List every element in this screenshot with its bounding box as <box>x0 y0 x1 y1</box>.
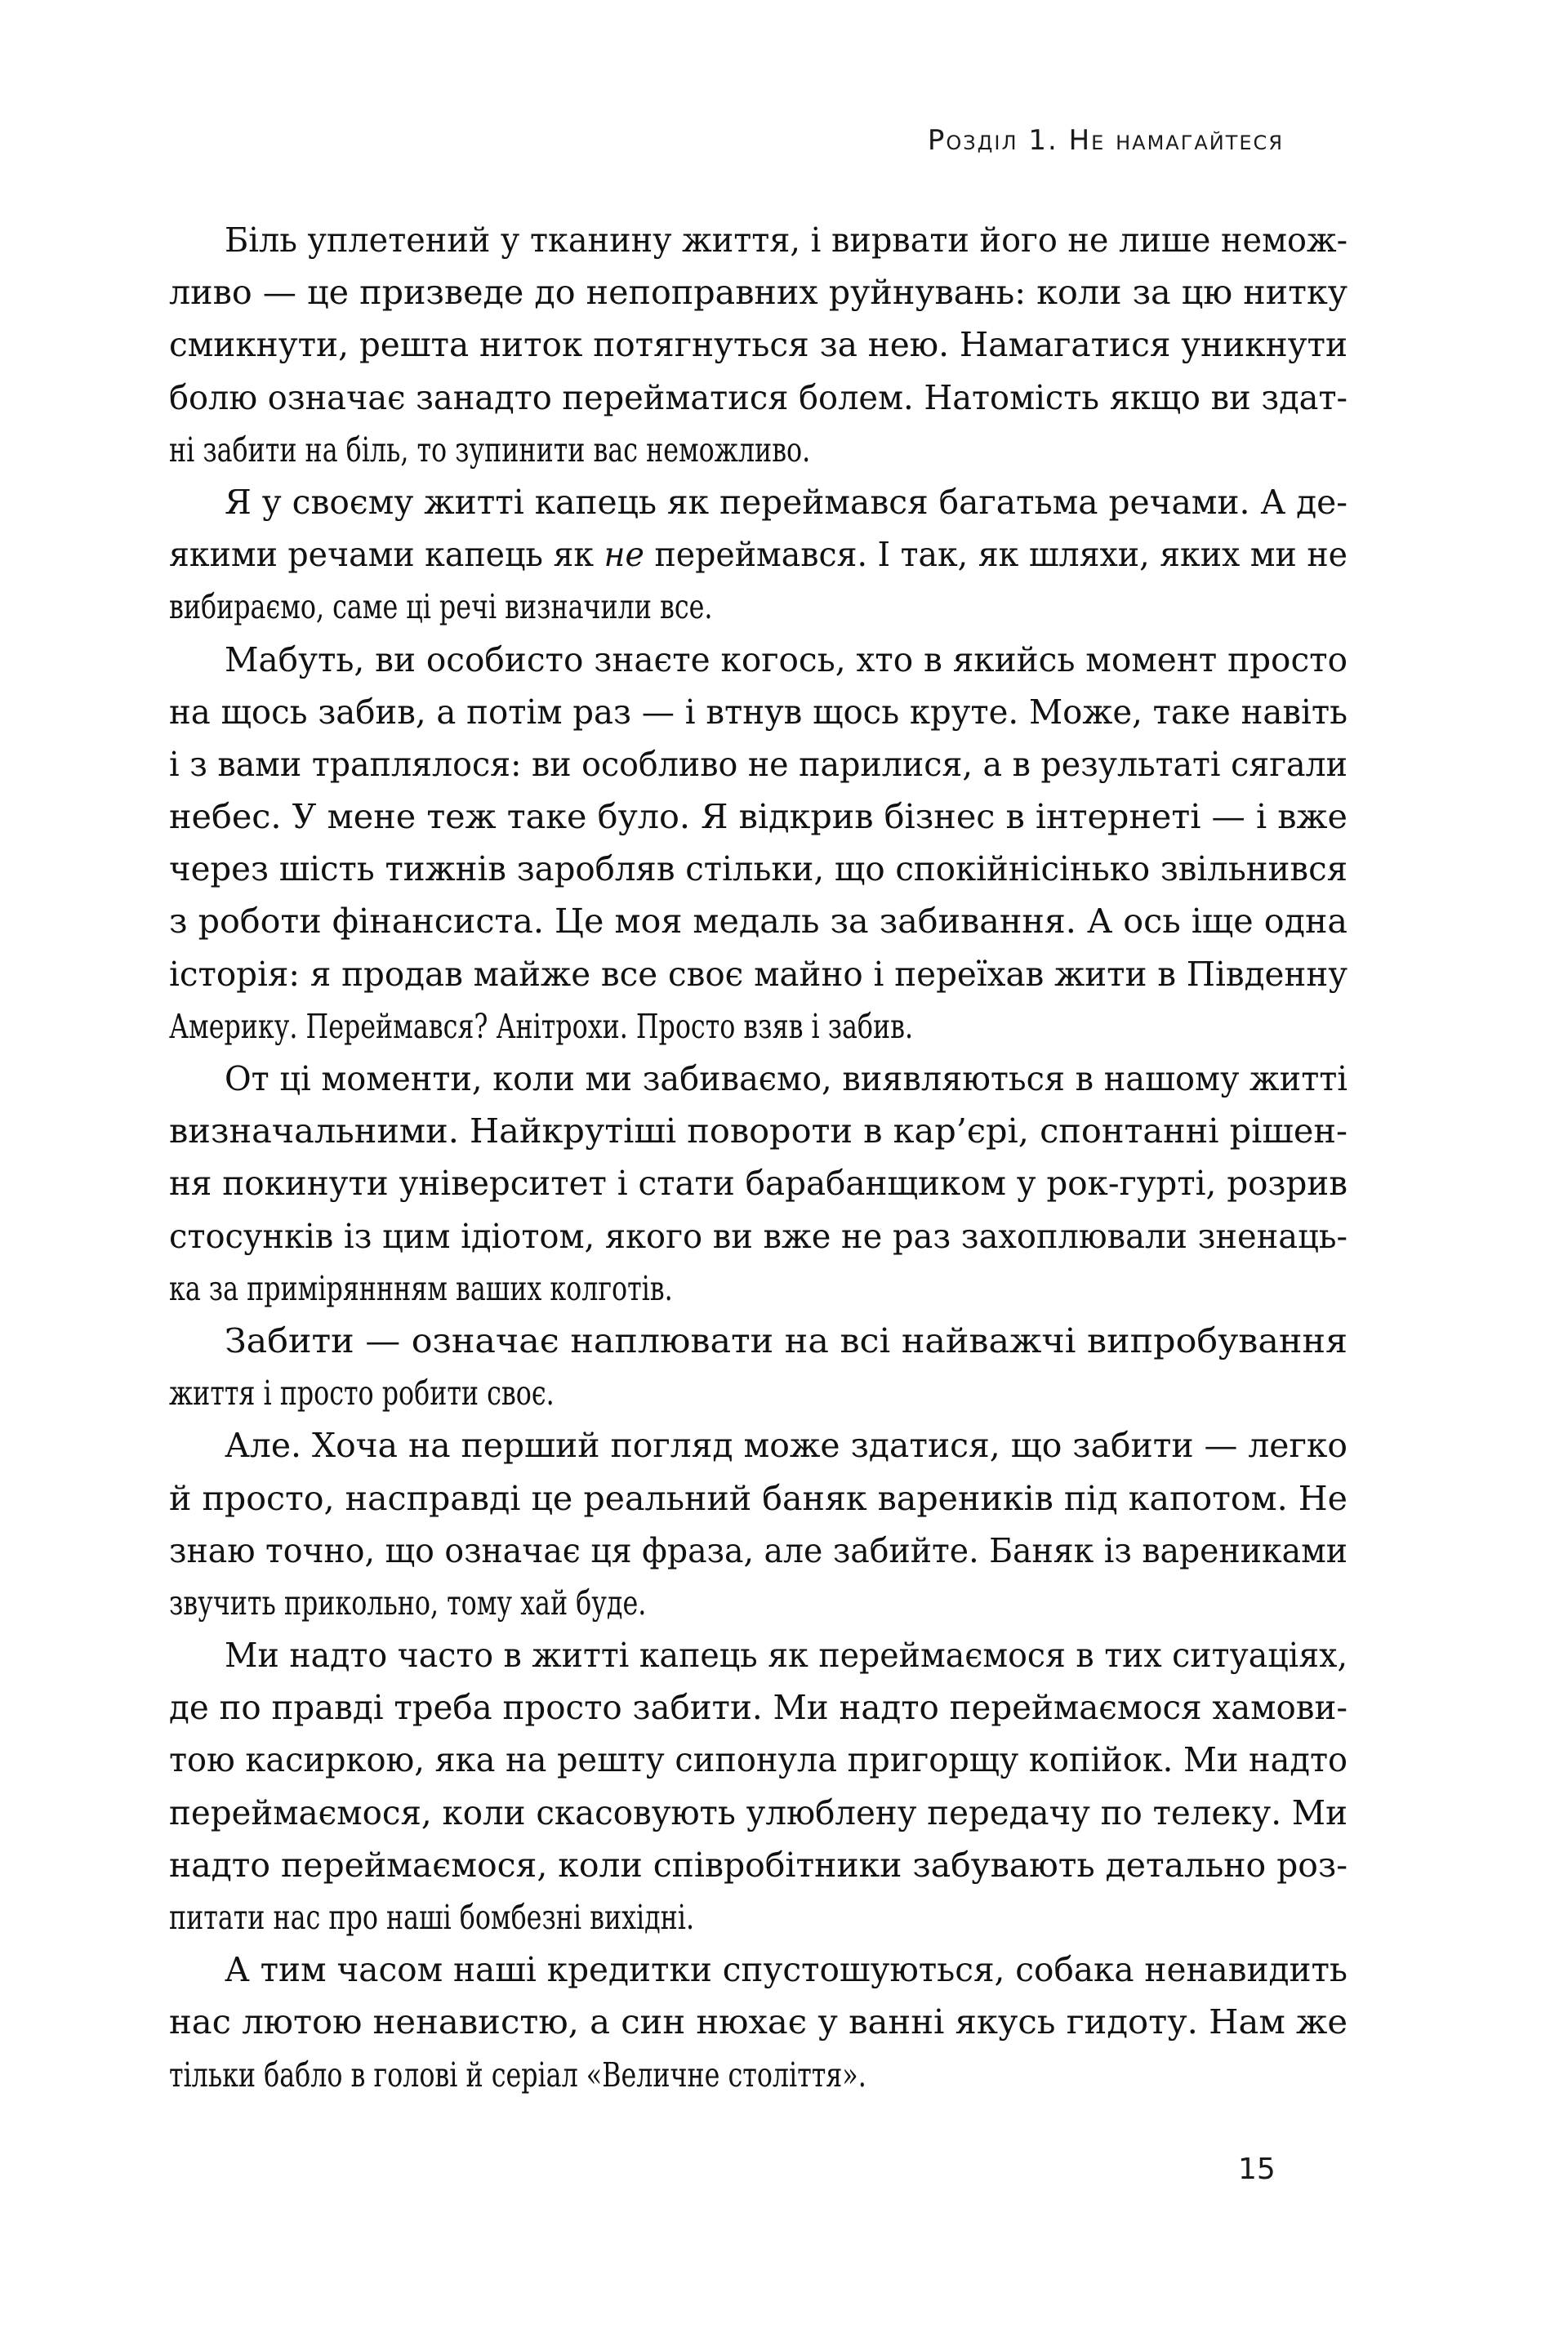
text-line: визначальними. Найкрутіші повороти в кар’єрі, спонтанні рішен- <box>169 1111 1348 1151</box>
emphasized-word: не <box>604 535 644 575</box>
text-line: і з вами траплялося: ви особливо не парилися, а в результаті сягали <box>169 744 1348 784</box>
text-line: знаю точно, що означає ця фраза, але забийте. Баняк із варениками <box>169 1530 1348 1570</box>
text-line: ня покинути університет і стати барабанщиком у рок-гурті, розрив <box>169 1164 1348 1204</box>
text-line: болю означає занадто перейматися болем. Натомість якщо ви здат- <box>169 377 1348 417</box>
text-line: де по правді треба просто забити. Ми надто переймаємося хамови- <box>169 1688 1348 1728</box>
text-line: Мабуть, ви особисто знаєте когось, хто в якийсь момент просто <box>225 639 1348 679</box>
text-line: небес. У мене теж таке було. Я відкрив бізнес в інтернеті — і вже <box>169 797 1348 837</box>
text-line: переймаємося, коли скасовують улюблену передачу по телеку. Ми <box>169 1792 1348 1832</box>
paragraph <box>169 1419 1348 1629</box>
text-line: питати нас про наші бомбезні вихідні. <box>169 1898 695 1937</box>
text-line-with-emphasis: якими речами капець як не переймався. І так, як шляхи, яких ми не <box>169 535 1348 575</box>
text-line: ливо — це призведе до непоправних руйнувань: коли за цю нитку <box>169 273 1348 313</box>
paragraph <box>169 476 1348 634</box>
text-line: ка за приміряннням ваших колготів. <box>169 1268 673 1308</box>
text-line: стосунків із цим ідіотом, якого ви вже не раз захоплювали зненаць- <box>169 1216 1348 1256</box>
paragraph <box>169 1315 1348 1419</box>
text-line: тільки бабло в голові й серіал «Величне століття». <box>169 2055 866 2095</box>
text-line: життя і просто робити своє. <box>169 1374 555 1414</box>
text-line: надто переймаємося, коли співробітники забувають детально роз- <box>169 1845 1348 1885</box>
paragraph <box>169 634 1348 1053</box>
text-line: А тим часом наші кредитки спустошуються, собака ненавидить <box>225 1950 1348 1990</box>
text-line: на щось забив, а потім раз — і втнув щось круте. Може, таке навіть <box>169 692 1348 732</box>
paragraph <box>169 1629 1348 1944</box>
paragraph <box>169 1944 1348 2101</box>
paragraph <box>169 214 1348 476</box>
body-text <box>169 214 1348 2101</box>
text-line: нас лютою ненавистю, а син нюхає у ванні якусь гидоту. Нам же <box>169 2002 1348 2042</box>
text-line: тою касиркою, яка на решту сипонула пригорщу копійок. Ми надто <box>169 1740 1348 1780</box>
text-line: вибираємо, саме ці речі визначили все. <box>169 587 713 627</box>
text-line: Забити — означає наплювати на всі найважчі випробування <box>225 1320 1348 1360</box>
text-line: й просто, насправді це реальний баняк вареників під капотом. Не <box>169 1478 1348 1518</box>
text-line: Біль уплетений у тканину життя, і вирвати його не лише немож- <box>225 220 1348 260</box>
running-head: Розділ 1. Не намагайтеся <box>927 124 1284 157</box>
text-line: звучить прикольно, тому хай буде. <box>169 1583 647 1623</box>
text-line: через шість тижнів заробляв стільки, що спокійнісінько звільнився <box>169 849 1348 889</box>
text-line: історія: я продав майже все своє майно і переїхав жити в Південну <box>169 954 1348 994</box>
text-line: Я у своєму житті капець як переймався багатьма речами. А де- <box>225 482 1348 522</box>
text-line: Ми надто часто в житті капець як переймаємося в тих ситуаціях, <box>225 1636 1348 1676</box>
text-line: Америку. Переймався? Анітрохи. Просто взяв і забив. <box>169 1006 914 1046</box>
paragraph <box>169 1053 1348 1315</box>
text-line: От ці моменти, коли ми забиваємо, виявляються в нашому житті <box>225 1059 1348 1098</box>
text-line: ні забити на біль, то зупинити вас неможливо. <box>169 430 811 470</box>
page-number: 15 <box>1238 2153 1276 2186</box>
text-line: смикнути, решта ниток потягнуться за нею. Намагатися уникнути <box>169 325 1348 365</box>
text-line: з роботи фінансиста. Це моя медаль за забивання. А ось іще одна <box>169 902 1348 942</box>
text-line: Але. Хоча на перший погляд може здатися, що забити — легко <box>225 1426 1348 1466</box>
